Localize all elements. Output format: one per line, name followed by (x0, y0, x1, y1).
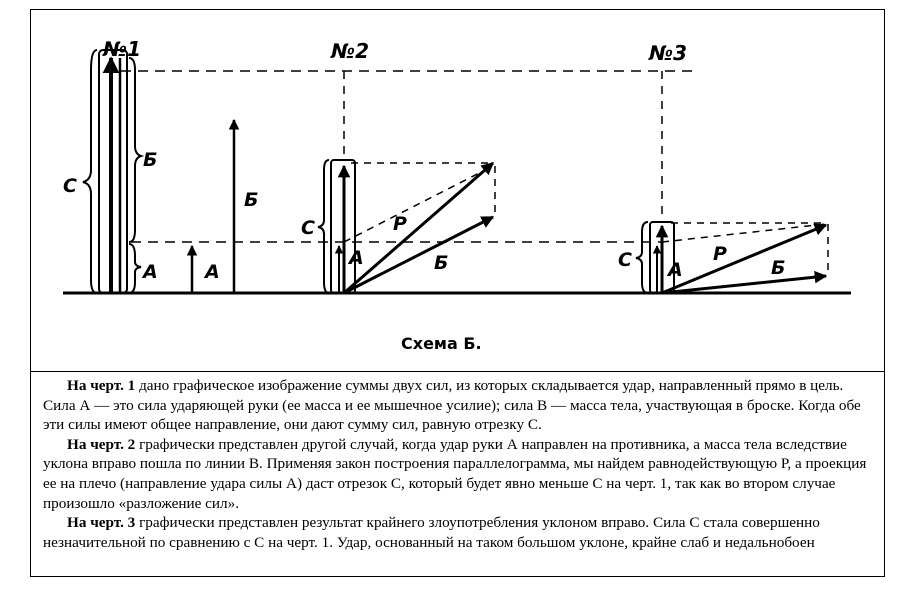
paragraph-3-body: графически представлен результат крайнего злоупотребления уклоном вправо. Сила С стала совершенно незначительной по сравнению с С на черт. 1. Удар, основанный на таком большом уклоне, крайне слаб и недальнобоен (43, 514, 820, 551)
content-frame (30, 9, 885, 577)
arrow-p-3 (662, 225, 826, 293)
paragraph-2 (43, 435, 875, 513)
label-c-3: С (618, 249, 632, 271)
label-p-3: Р (713, 243, 727, 265)
explanation-text (43, 376, 875, 552)
label-b-3: Б (771, 257, 786, 279)
paragraph-1 (43, 376, 875, 435)
paragraph-2-body: графически представлен другой случай, когда удар руки А направлен на противника, а масса тела вследствие уклона вправо пошла по линии В. Применяя закон построения параллелограмма, мы найдем равнодействующую Р, а проекция ее на плечо (направление удара силы А) даст отрезок С, который будет явно меньше С на черт. 1, так как во втором случае произошло «разложение сил». (43, 435, 867, 512)
parallelogram-top-3 (662, 224, 826, 242)
label-b-1: Б (143, 149, 158, 171)
parallelogram-top-2 (344, 166, 493, 242)
arrow-b-3 (662, 276, 826, 293)
paragraph-1-body: дано графическое изображение суммы двух сил, из которых складывается удар, направленный прямо в цель. Сила А — это сила ударяющей руки (ее масса и ее мышечное усилие); сила В — масса тела, участвующая в броске. Когда обе эти силы имеют общее направление, они дают сумму сил, равную отрезку С. (43, 377, 861, 434)
label-b-2: Б (434, 252, 449, 274)
scheme-number-1: №1 (103, 37, 141, 61)
scheme-number-3: №3 (649, 41, 687, 65)
paragraph-2-lead: На черт. 2 (67, 435, 136, 453)
brace-c-3 (636, 222, 648, 293)
brace-c-2 (318, 160, 329, 293)
label-c-2: С (301, 217, 315, 239)
paragraph-3 (43, 513, 875, 552)
scheme-number-2: №2 (331, 39, 369, 63)
brace-c-1 (83, 50, 97, 293)
paragraph-3-lead: На черт. 3 (67, 514, 136, 532)
brace-a-1 (129, 244, 141, 293)
label-p-2: Р (393, 213, 407, 235)
divider (31, 371, 884, 372)
label-c-1: С (63, 175, 77, 197)
label-a-2: А (349, 247, 364, 269)
brace-b-1 (129, 58, 141, 242)
label-a-1b: А (205, 261, 220, 283)
figure-caption: Схема Б. (401, 334, 482, 353)
label-a-3: А (668, 259, 683, 281)
label-b-1b: Б (244, 189, 259, 211)
paragraph-1-lead: На черт. 1 (67, 377, 136, 394)
label-a-1: А (143, 261, 158, 283)
force-diagram (31, 10, 886, 371)
